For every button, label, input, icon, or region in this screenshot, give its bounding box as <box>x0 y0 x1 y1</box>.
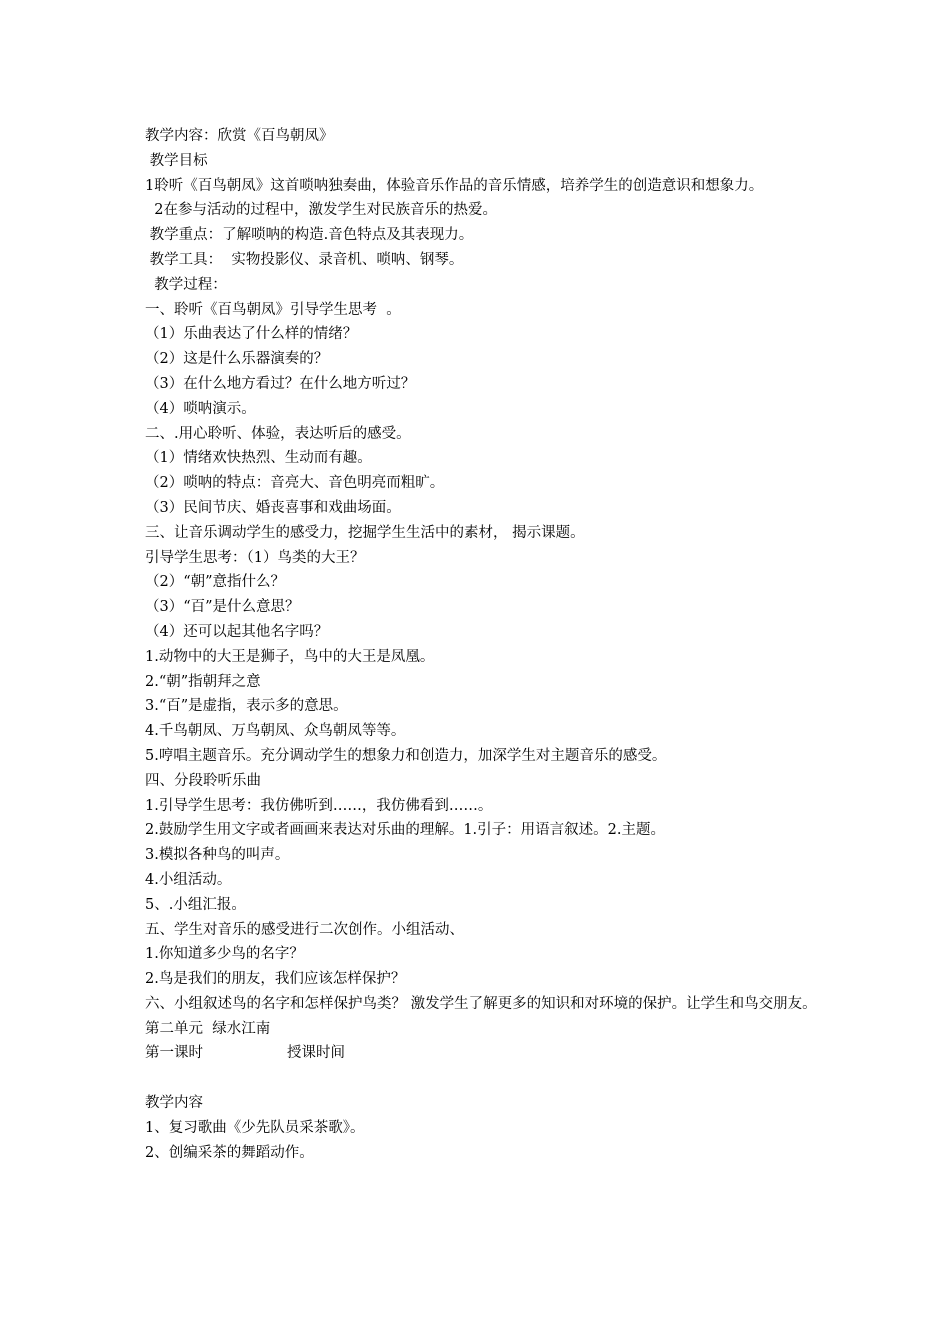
text-line: 教学工具： 实物投影仪、录音机、唢呐、钢琴。 <box>145 251 464 268</box>
text-line: 四、分段聆听乐曲 <box>145 772 261 789</box>
text-line: （2）这是什么乐器演奏的？ <box>145 351 329 368</box>
text-line: 1.你知道多少鸟的名字？ <box>145 946 304 963</box>
text-line: （3）“百”是什么意思？ <box>145 599 300 616</box>
text-line: 教学重点：了解唢呐的构造.音色特点及其表现力。 <box>145 227 474 244</box>
text-line: 三、让音乐调动学生的感受力，挖掘学生生活中的素材， 揭示课题。 <box>145 524 585 541</box>
blank-line <box>145 1066 817 1091</box>
text-line: 二、.用心聆听、体验，表达听后的感受。 <box>145 425 411 442</box>
text-line: 4.小组活动。 <box>145 871 232 888</box>
text-line: 一、聆听《百鸟朝凤》引导学生思考 。 <box>145 301 401 318</box>
text-line: （2）唢呐的特点：音亮大、音色明亮而粗旷。 <box>145 475 445 492</box>
text-line: 1、复习歌曲《少先队员采茶歌》。 <box>145 1119 365 1136</box>
text-line: 1.动物中的大王是狮子，鸟中的大王是凤凰。 <box>145 648 435 665</box>
lesson-row <box>145 1041 817 1066</box>
text-line: 教学目标 <box>145 152 208 169</box>
text-line: （1）情绪欢快热烈、生动而有趣。 <box>145 450 372 467</box>
text-line: （3）在什么地方看过？在什么地方听过？ <box>145 375 416 392</box>
text-line: （2）“朝”意指什么？ <box>145 574 286 591</box>
text-line: （3）民间节庆、婚丧喜事和戏曲场面。 <box>145 499 401 516</box>
text-line: 2.鸟是我们的朋友，我们应该怎样保护？ <box>145 971 406 988</box>
section-heading: 教学内容 <box>145 1095 203 1112</box>
text-line: 引导学生思考：（1）鸟类的大王？ <box>145 549 365 566</box>
lesson-time-label: 授课时间 <box>287 1045 345 1062</box>
document-page <box>145 124 817 1165</box>
text-line: 教学内容：欣赏《百鸟朝凤》 <box>145 128 334 144</box>
text-line: 3.模拟各种鸟的叫声。 <box>145 847 290 864</box>
text-line: 3.“百”是虚指，表示多的意思。 <box>145 698 348 715</box>
text-line: 五、学生对音乐的感受进行二次创作。小组活动、 <box>145 921 464 938</box>
text-line: 2.鼓励学生用文字或者画画来表达对乐曲的理解。1.引子：用语言叙述。2.主题。 <box>145 822 666 839</box>
text-line: 4.千鸟朝凤、万鸟朝凤、众鸟朝凤等等。 <box>145 723 406 740</box>
text-line: （1）乐曲表达了什么样的情绪？ <box>145 326 358 343</box>
text-line: 2在参与活动的过程中，激发学生对民族音乐的热爱。 <box>145 202 497 219</box>
text-line: 1.引导学生思考：我仿佛听到……，我仿佛看到……。 <box>145 797 493 814</box>
text-paragraph: 六、小组叙述鸟的名字和怎样保护鸟类？ 激发学生了解更多的知识和对环境的保护。让学生和鸟交朋友。 <box>145 995 817 1012</box>
lesson-period: 第一课时 <box>145 1045 203 1062</box>
text-line: （4）还可以起其他名字吗？ <box>145 623 329 640</box>
text-line: 2.“朝”指朝拜之意 <box>145 673 261 690</box>
text-line: 2、创编采茶的舞蹈动作。 <box>145 1144 314 1161</box>
text-line: 5、.小组汇报。 <box>145 896 246 913</box>
text-line: 教学过程： <box>145 276 227 293</box>
unit-title: 第二单元 绿水江南 <box>145 1020 271 1037</box>
text-paragraph: 1聆听《百鸟朝凤》这首唢呐独奏曲，体验音乐作品的音乐情感，培养学生的创造意识和想象力。 <box>145 177 764 194</box>
text-line: （4）唢呐演示。 <box>145 400 256 417</box>
text-line: 5.哼唱主题音乐。充分调动学生的想象力和创造力，加深学生对主题音乐的感受。 <box>145 747 667 764</box>
